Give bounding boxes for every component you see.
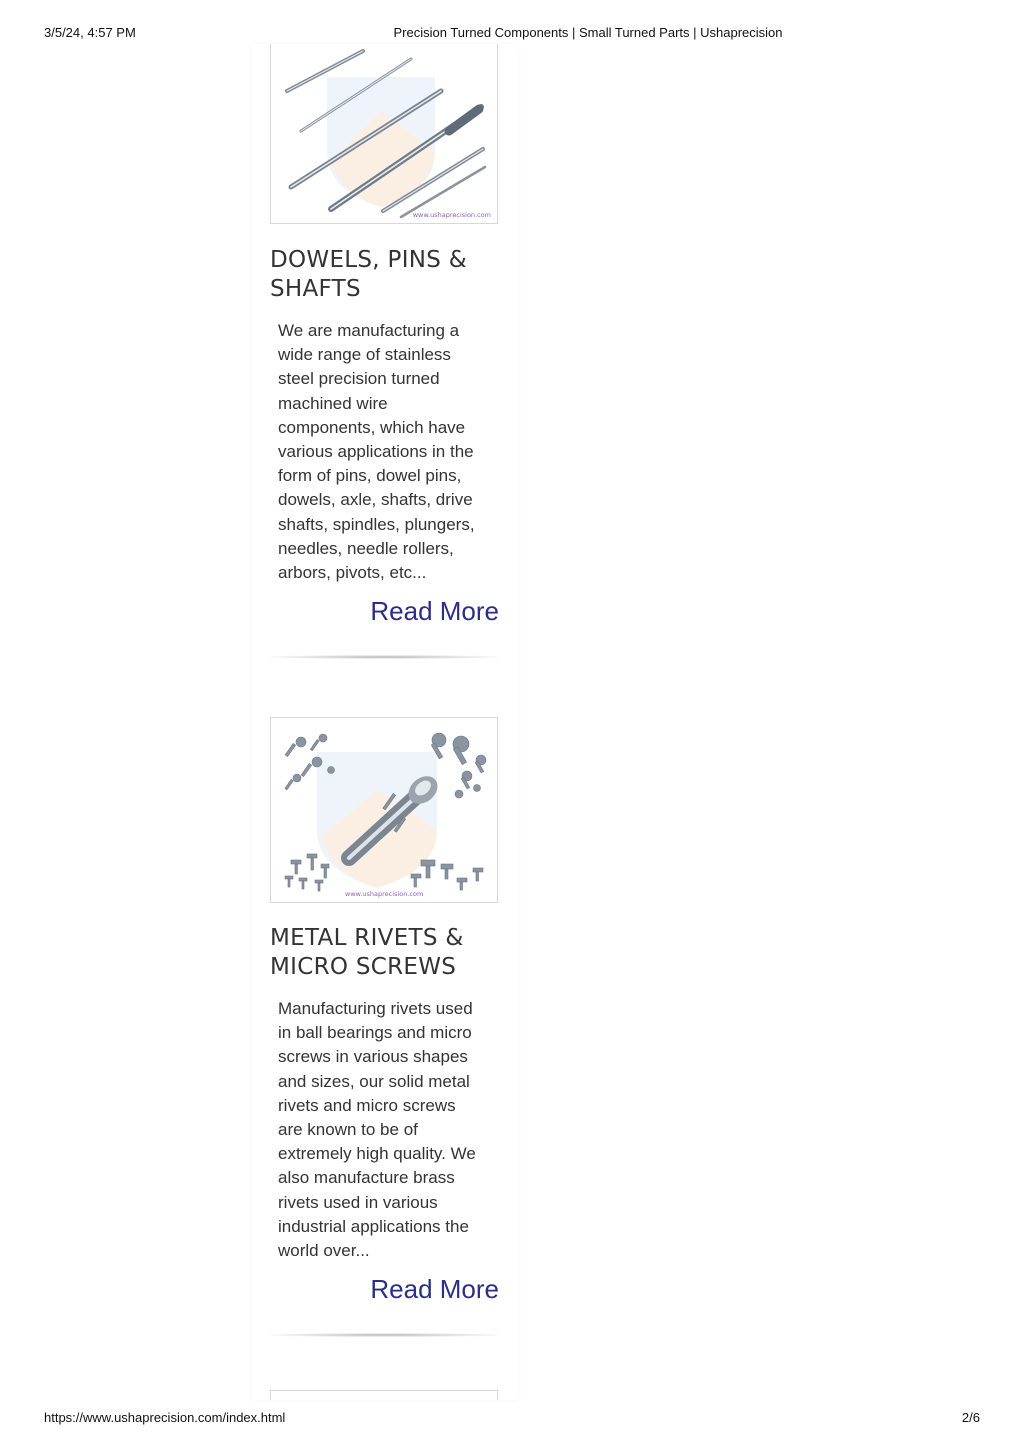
product-title-dowels[interactable]: [270, 246, 500, 304]
product-image-rivets[interactable]: [270, 717, 498, 903]
title-line: METAL RIVETS &: [270, 925, 464, 951]
description-line: are known to be of: [278, 1120, 418, 1140]
description-line: needles, needle rollers,: [278, 538, 454, 558]
description-line: arbors, pivots, etc...: [278, 563, 427, 583]
description-line: dowels, axle, shafts, drive: [278, 490, 473, 510]
description-line: and sizes, our solid metal: [278, 1071, 470, 1091]
print-page-title: Precision Turned Components | Small Turned Parts | Ushaprecision: [393, 25, 783, 40]
description-line: industrial applications the: [278, 1216, 469, 1236]
product-image-next[interactable]: [270, 1390, 498, 1400]
metal-rivets-micro-screws-illustration: [271, 718, 498, 903]
section-divider: [266, 655, 502, 659]
description-line: extremely high quality. We: [278, 1144, 476, 1164]
product-description-dowels: [278, 319, 498, 585]
description-line: We are manufacturing a: [278, 321, 460, 340]
read-more-link-rivets[interactable]: Read More: [370, 1274, 499, 1304]
print-header: [0, 25, 1024, 41]
product-description-rivets: [278, 997, 498, 1263]
description-line: screws in various shapes: [278, 1047, 468, 1067]
description-line: also manufacture brass: [278, 1168, 455, 1188]
description-line: steel precision turned: [278, 369, 440, 389]
title-line: SHAFTS: [270, 276, 361, 302]
description-line: machined wire: [278, 393, 388, 413]
description-line: form of pins, dowel pins,: [278, 466, 462, 486]
description-line: rivets used in various: [278, 1192, 438, 1212]
title-line: DOWELS, PINS &: [270, 247, 468, 273]
product-image-dowels[interactable]: [270, 44, 498, 224]
description-line: wide range of stainless: [278, 345, 451, 365]
print-datetime: 3/5/24, 4:57 PM: [44, 25, 136, 40]
description-line: shafts, spindles, plungers,: [278, 514, 475, 534]
product-title-rivets[interactable]: [270, 924, 500, 982]
description-line: components, which have: [278, 417, 466, 437]
print-url: https://www.ushaprecision.com/index.html: [44, 1410, 286, 1425]
description-line: Manufacturing rivets used: [278, 999, 473, 1018]
description-line: world over...: [278, 1241, 370, 1261]
section-divider: [266, 1333, 502, 1337]
title-line: MICRO SCREWS: [270, 954, 457, 980]
description-line: various applications in the: [278, 442, 474, 462]
description-line: rivets and micro screws: [278, 1095, 456, 1115]
image-watermark: www.ushaprecision.com: [345, 890, 424, 898]
description-line: in ball bearings and micro: [278, 1023, 472, 1043]
read-more-link-dowels[interactable]: Read More: [370, 596, 499, 626]
image-watermark: www.ushaprecision.com: [412, 211, 491, 219]
print-page-number: 2/6: [961, 1410, 980, 1425]
dowels-pins-shafts-illustration: [271, 44, 498, 224]
product-column: [252, 44, 518, 1400]
